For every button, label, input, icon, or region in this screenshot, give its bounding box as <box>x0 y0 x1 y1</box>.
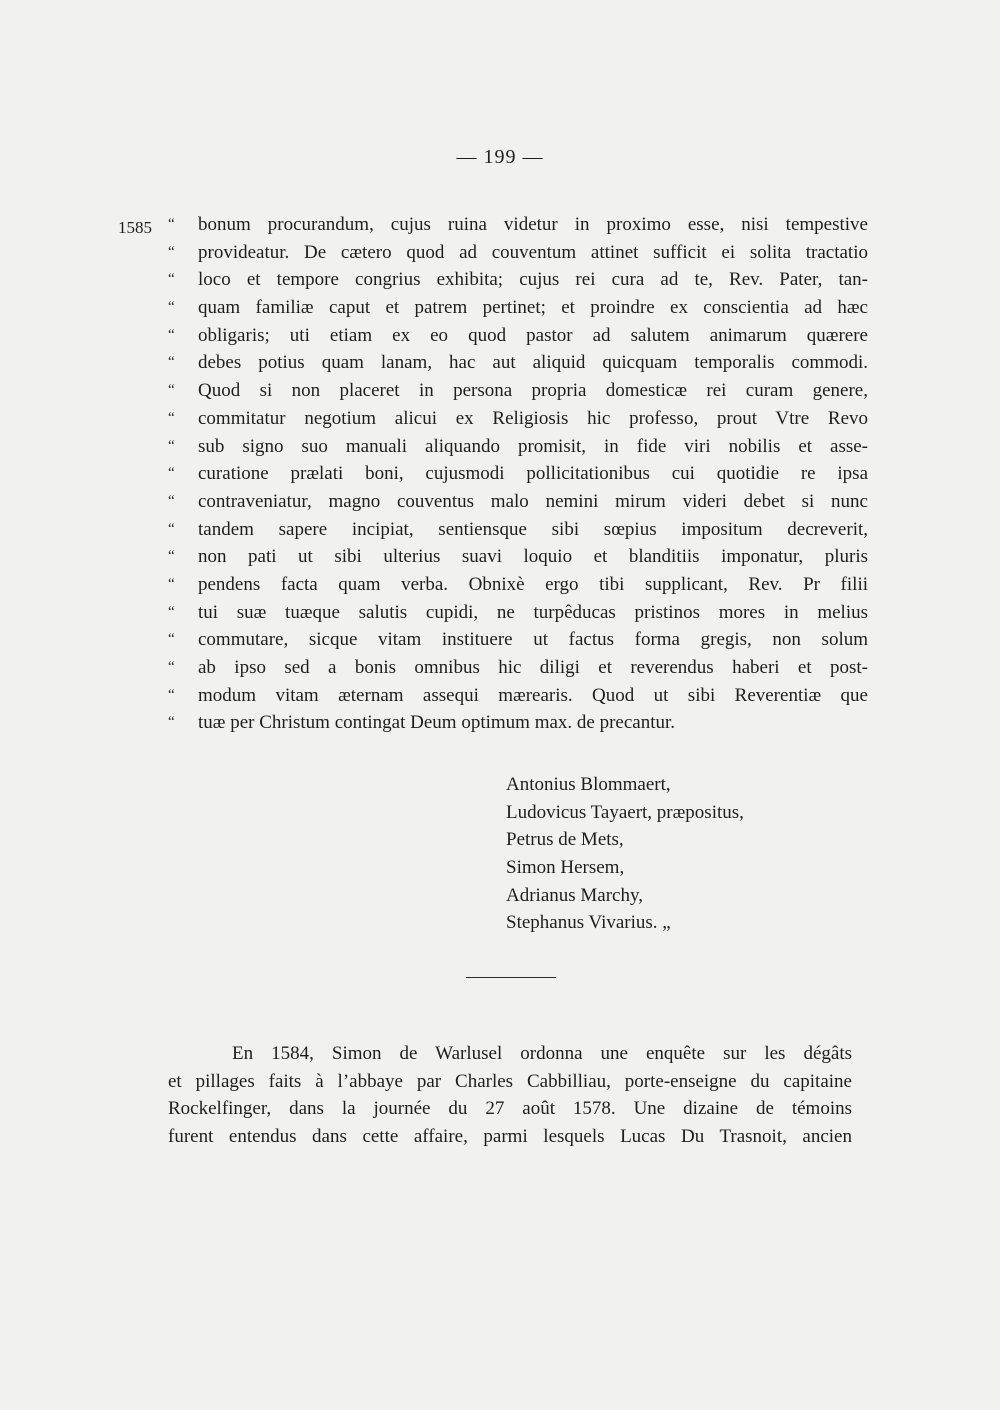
letter-line-text: quam familiæ caput et patrem pertinet; et proindre ex conscientia ad hæc <box>198 297 868 319</box>
signatory-name: Petrus de Mets, <box>506 829 624 851</box>
letter-line <box>168 349 868 377</box>
letter-line-text: contraveniatur, magno couventus malo nemini mirum videri debet si nunc <box>198 490 868 512</box>
letter-line-text: tandem sapere incipiat, sentiensque sibi sœpius impositum decreverit, <box>198 518 868 540</box>
latin-letter <box>168 211 868 737</box>
letter-line-text: debes potius quam lanam, hac aut aliquid quicquam temporalis commodi. <box>198 352 868 374</box>
quote-mark: “ <box>168 409 175 426</box>
quote-mark: “ <box>168 520 175 537</box>
letter-line <box>168 682 868 710</box>
letter-line-text: commutare, sicque vitam instituere ut factus forma gregis, non solum <box>198 629 868 651</box>
quote-mark: “ <box>168 548 175 565</box>
letter-line-text: tuæ per Christum contingat Deum optimum max. de precantur. <box>198 712 676 734</box>
quote-mark: “ <box>168 299 175 316</box>
quote-mark: “ <box>168 326 175 343</box>
signatory-name: Antonius Blommaert, <box>506 774 671 795</box>
quote-mark: “ <box>168 216 175 232</box>
letter-line-text: commitatur negotium alicui ex Religiosis hic professo, prout Vtre Revo <box>198 407 868 429</box>
letter-line <box>168 654 868 682</box>
letter-line-text: pendens facta quam verba. Obnixè ergo tibi supplicant, Rev. Pr filii <box>198 573 868 595</box>
paragraph-line: furent entendus dans cette affaire, parmi lesquels Lucas Du Trasnoit, ancien <box>168 1126 852 1148</box>
letter-line <box>168 709 868 737</box>
quote-mark: “ <box>168 243 175 260</box>
letter-line-text: non pati ut sibi ulterius suavi loquio et blanditiis imponatur, pluris <box>198 546 868 568</box>
letter-line <box>168 599 868 627</box>
letter-line <box>168 239 868 267</box>
paragraph-line: Rockelfinger, dans la journée du 27 août 1578. Une dizaine de témoins <box>168 1098 852 1120</box>
margin-year: 1585 <box>118 218 152 237</box>
quote-mark: “ <box>168 714 175 731</box>
letter-line <box>168 488 868 516</box>
quote-mark: “ <box>168 686 175 703</box>
letter-line <box>168 266 868 294</box>
signatory-name: Simon Hersem, <box>506 857 625 879</box>
letter-line-text: loco et tempore congrius exhibita; cujus rei cura ad te, Rev. Pater, tan- <box>198 269 868 291</box>
quote-mark: “ <box>168 271 175 288</box>
quote-mark: “ <box>168 382 175 399</box>
letter-line <box>168 571 868 599</box>
paragraph-line: En 1584, Simon de Warlusel ordonna une enquête sur les dégâts <box>232 1043 852 1064</box>
page-number: — 199 — <box>456 146 544 168</box>
narrative-paragraph <box>168 1040 852 1151</box>
letter-line-text: bonum procurandum, cujus ruina videtur in proximo esse, nisi tempestive <box>198 214 868 235</box>
letter-line <box>168 294 868 322</box>
quote-mark: “ <box>168 437 175 454</box>
quote-mark: “ <box>168 659 175 675</box>
letter-line-text: curatione prælati boni, cujusmodi pollicitationibus cui quotidie re ipsa <box>198 463 868 485</box>
letter-line-text: obligaris; uti etiam ex eo quod pastor ad salutem animarum quærere <box>198 324 868 346</box>
letter-line <box>168 626 868 654</box>
letter-line <box>168 433 868 461</box>
letter-line <box>168 405 868 433</box>
quote-mark: “ <box>168 603 175 620</box>
letter-line-text: tui suæ tuæque salutis cupidi, ne turpêducas pristinos mores in melius <box>198 601 868 623</box>
letter-line-text: Quod si non placeret in persona propria domesticæ rei curam genere, <box>198 380 868 402</box>
letter-line <box>168 211 868 239</box>
quote-mark: “ <box>168 631 175 648</box>
signatory-name: Adrianus Marchy, <box>506 884 644 906</box>
letter-line <box>168 322 868 350</box>
letter-line-text: sub signo suo manuali aliquando promisit, in fide viri nobilis et asse- <box>198 435 868 457</box>
signatory-name: Ludovicus Tayaert, præpositus, <box>506 801 744 823</box>
letter-line <box>168 377 868 405</box>
letter-line-text: provideatur. De cætero quod ad couventum attinet sufficit ei solita tractatio <box>198 241 868 263</box>
quote-mark: “ <box>168 354 175 371</box>
quote-mark: “ <box>168 465 175 482</box>
paragraph-line: et pillages faits à l’abbaye par Charles Cabbilliau, porte-enseigne du capitaine <box>168 1070 852 1092</box>
signatory-name: Stephanus Vivarius. „ <box>506 912 671 934</box>
letter-line <box>168 516 868 544</box>
letter-line-text: modum vitam æternam assequi mærearis. Quod ut sibi Reverentiæ que <box>198 684 868 706</box>
letter-line <box>168 460 868 488</box>
quote-mark: “ <box>168 575 175 592</box>
quote-mark: “ <box>168 492 175 509</box>
letter-line-text: ab ipso sed a bonis omnibus hic diligi et reverendus haberi et post- <box>198 657 868 678</box>
signature-block <box>506 771 866 937</box>
letter-line <box>168 543 868 571</box>
section-divider <box>466 977 556 978</box>
